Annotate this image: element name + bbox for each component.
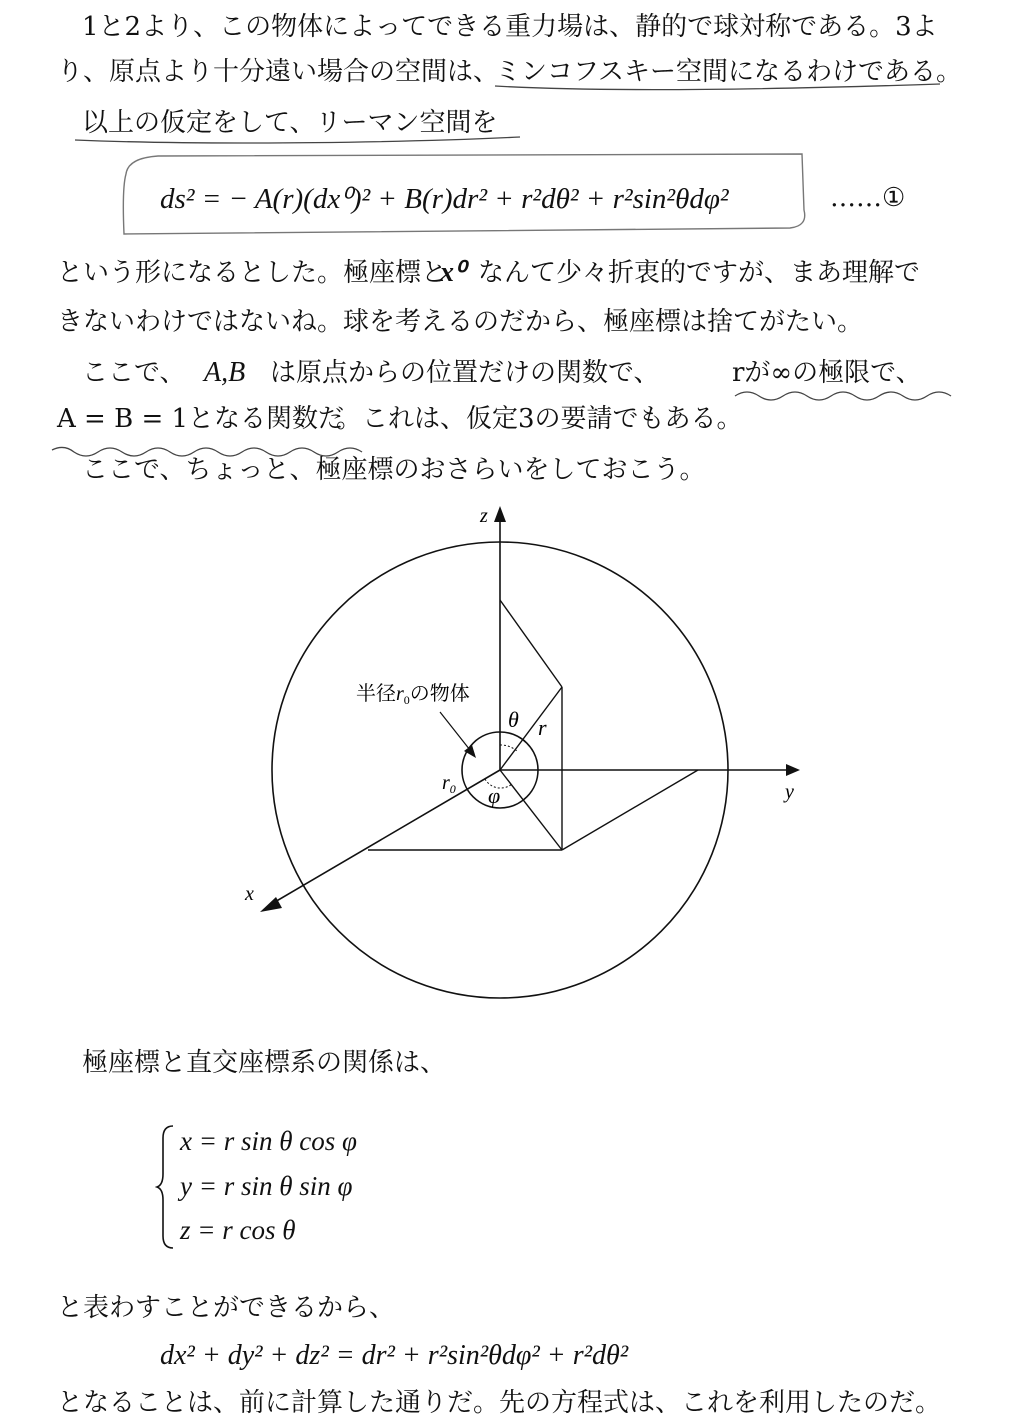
para3-line2-text: きないわけではないね。球を考えるのだから、極座標は捨てがたい。 (57, 307, 864, 337)
para3-line1a: という形になるとした。極座標と (57, 258, 448, 288)
underline-assumption (75, 137, 520, 143)
para4-line3-text: ここで、ちょっと、極座標のおさらいをしておこう。 (82, 455, 706, 485)
handwritten-annotations (0, 0, 1017, 520)
relation-x: x = r sin θ cos φ (180, 1126, 357, 1156)
underline-minkowski (495, 84, 940, 90)
phi-label: φ (488, 783, 501, 808)
closing-equation: dx² + dy² + dz² = dr² + r²sin²θdφ² + r²dθ² (160, 1340, 629, 1371)
wavy-underline-limit (735, 392, 951, 400)
para4-line1a: ここで、 (82, 358, 186, 388)
closing-line1-text: と表わすことができるから、 (57, 1293, 396, 1323)
body-pointer (440, 712, 470, 750)
para1-line1-text: 1と2より、この物体によってできる重力場は、静的で球対称である。3よ (82, 12, 938, 42)
r0-label: $r_0$ (442, 772, 456, 796)
z-axis-label: z (480, 505, 488, 527)
x-axis (268, 770, 500, 906)
polar-coordinates-diagram (0, 500, 1017, 1020)
r-label: r (538, 715, 547, 740)
equation-1-label: ……① (830, 183, 906, 213)
para3-var-x0: x⁰ (440, 257, 466, 288)
para4-line1b: は原点からの位置だけの関数で、 (270, 358, 660, 388)
body-label: 半径$r_0$の物体 (356, 683, 470, 707)
y-axis-label: y (785, 781, 794, 803)
x-axis-label: x (245, 883, 254, 905)
para4-line2a: A = B = 1となる関数だ (57, 404, 345, 434)
para2-line1-text: 以上の仮定をして、リーマン空間を (82, 108, 498, 138)
relation-y: y = r sin θ sin φ (180, 1171, 353, 1201)
z-axis-arrow (494, 506, 506, 522)
theta-label: θ (508, 707, 519, 732)
body-pointer-arrow (464, 745, 476, 758)
para1-line2a: り、原点より十分遠い場合の空間は、 (57, 57, 500, 87)
relation-z: z = r cos θ (180, 1215, 296, 1245)
point-to-z-top (500, 600, 562, 687)
wavy-underline-equality (52, 447, 362, 456)
para1-line2b: ミンコフスキー空間になるわけである。 (495, 57, 962, 87)
para4-vars-ab: A,B (204, 357, 246, 388)
closing-line2-text: となることは、前に計算した通りだ。先の方程式は、これを利用したのだ。 (57, 1388, 942, 1418)
para3-line1b: なんて少々折衷的ですが、まあ理解で (478, 258, 921, 288)
para4-line2b: 。これは、仮定3の要請でもある。 (336, 404, 743, 434)
para4-line1c: rが∞の極限で、 (732, 358, 922, 388)
parallel-to-x (562, 770, 698, 850)
relation-intro-text: 極座標と直交座標系の関係は、 (82, 1048, 447, 1078)
equation-1: ds² = − A(r)(dx⁰)² + B(r)dr² + r²dθ² + r²sin²θdφ² (160, 183, 729, 215)
projection-ground (500, 770, 562, 850)
y-axis-arrow (786, 764, 800, 776)
